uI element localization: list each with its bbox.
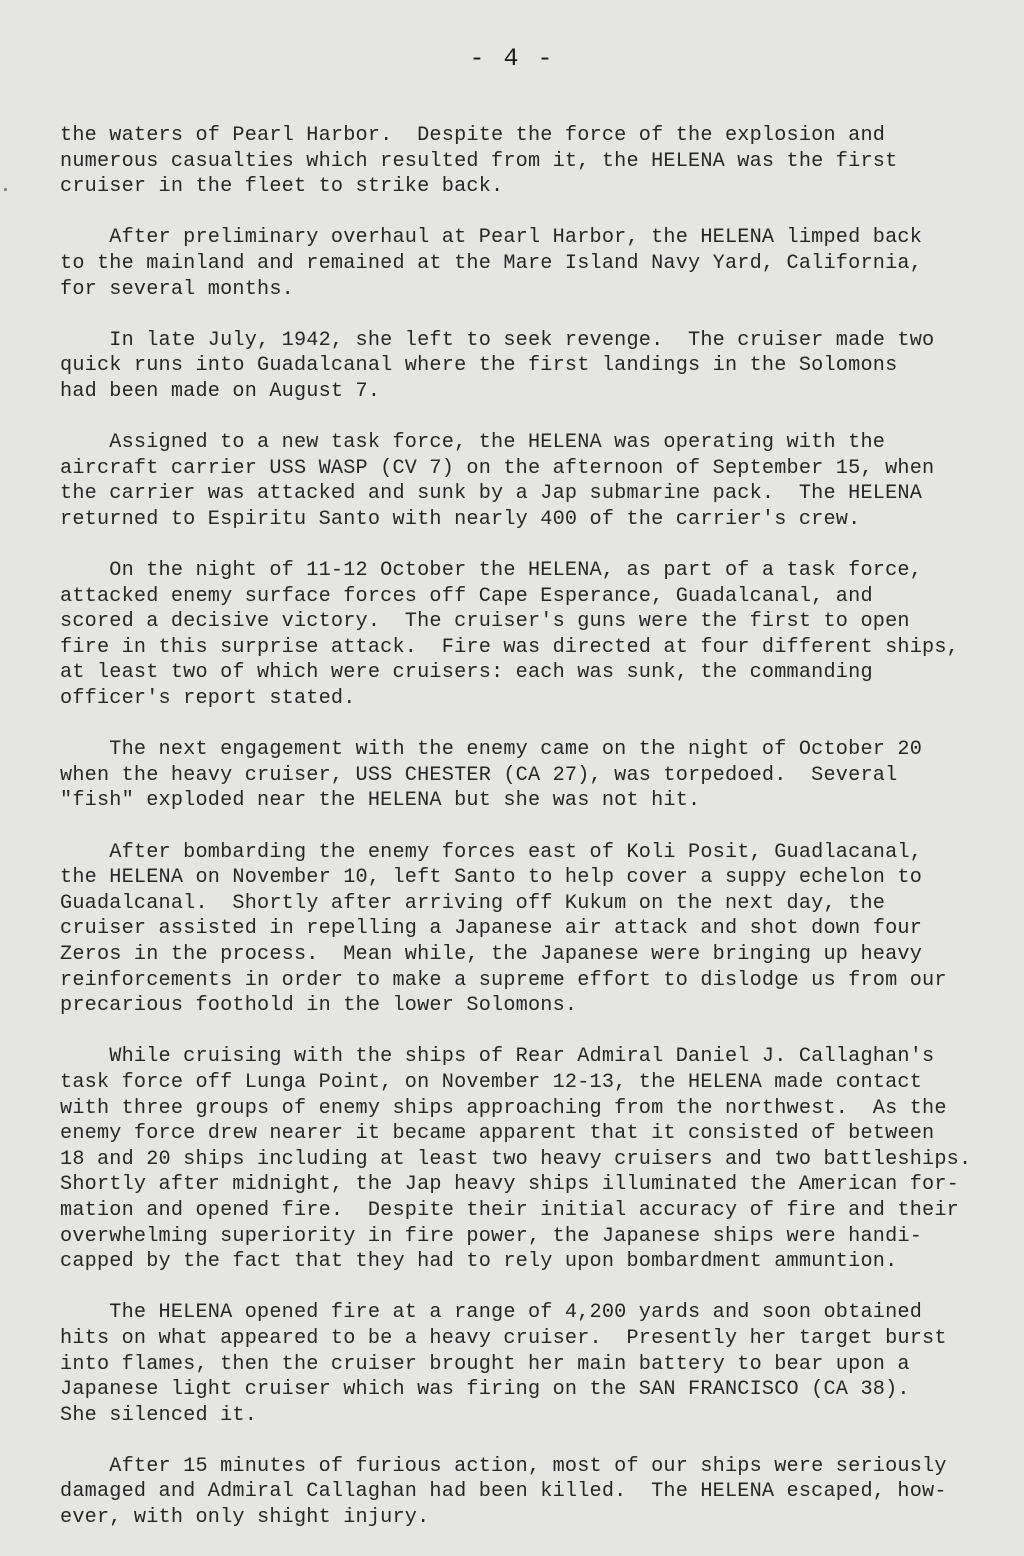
text-line: capped by the fact that they had to rely upon bombardment ammuntion.: [60, 1250, 898, 1274]
text-line: In late July, 1942, she left to seek revenge. The cruiser made two: [60, 328, 935, 352]
text-line: quick runs into Guadalcanal where the first landings in the Solomons: [60, 354, 898, 378]
text-line: attacked enemy surface forces off Cape Esperance, Guadalcanal, and: [60, 584, 873, 608]
text-line: to the mainland and remained at the Mare Island Navy Yard, California,: [60, 251, 923, 275]
paragraph: [60, 123, 1000, 200]
text-line: The HELENA opened fire at a range of 4,200 yards and soon obtained: [60, 1301, 923, 1325]
text-line: aircraft carrier USS WASP (CV 7) on the afternoon of September 15, when: [60, 456, 935, 480]
text-line: cruiser in the fleet to strike back.: [60, 175, 504, 199]
page-number: - 4 -: [469, 44, 555, 73]
margin-mark: [4, 188, 7, 191]
text-line: the waters of Pearl Harbor. Despite the force of the explosion and: [60, 124, 886, 147]
text-line: mation and opened fire. Despite their initial accuracy of fire and their: [60, 1198, 959, 1222]
text-line: The next engagement with the enemy came on the night of October 20: [60, 738, 923, 762]
text-line: when the heavy cruiser, USS CHESTER (CA 27), was torpedoed. Several: [60, 763, 898, 787]
document-body: [60, 123, 1000, 1556]
text-line: After 15 minutes of furious action, most of our ships were seriously: [60, 1454, 947, 1478]
text-line: Guadalcanal. Shortly after arriving off Kukum on the next day, the: [60, 891, 886, 915]
paragraph: [60, 737, 1000, 814]
paragraph: [60, 1044, 1000, 1274]
text-line: cruiser assisted in repelling a Japanese air attack and shot down four: [60, 917, 923, 941]
text-line: returned to Espiritu Santo with nearly 400 of the carrier's crew.: [60, 507, 861, 531]
text-line: fire in this surprise attack. Fire was directed at four different ships,: [60, 635, 959, 659]
text-line: with three groups of enemy ships approaching from the northwest. As the: [60, 1096, 947, 1120]
text-line: While cruising with the ships of Rear Admiral Daniel J. Callaghan's: [60, 1045, 935, 1069]
text-line: for several months.: [60, 277, 294, 301]
text-line: the carrier was attacked and sunk by a Jap submarine pack. The HELENA: [60, 482, 923, 506]
text-line: 18 and 20 ships including at least two heavy cruisers and two battleships.: [60, 1147, 972, 1171]
text-line: overwhelming superiority in fire power, the Japanese ships were handi-: [60, 1224, 923, 1248]
text-line: After preliminary overhaul at Pearl Harbor, the HELENA limped back: [60, 226, 923, 250]
text-line: Shortly after midnight, the Jap heavy ships illuminated the American for-: [60, 1173, 959, 1197]
text-line: enemy force drew nearer it became apparent that it consisted of between: [60, 1122, 935, 1146]
text-line: into flames, then the cruiser brought her main battery to bear upon a: [60, 1352, 910, 1376]
text-line: She silenced it.: [60, 1403, 258, 1427]
text-line: hits on what appeared to be a heavy cruiser. Presently her target burst: [60, 1326, 947, 1350]
paragraph: [60, 430, 1000, 532]
text-line: Assigned to a new task force, the HELENA was operating with the: [60, 431, 886, 455]
text-line: Zeros in the process. Mean while, the Japanese were bringing up heavy: [60, 943, 923, 966]
text-line: reinforcements in order to make a supreme effort to dislodge us from our: [60, 968, 947, 992]
paragraph: [60, 225, 1000, 302]
text-line: precarious foothold in the lower Solomons.: [60, 994, 578, 1018]
paragraph: [60, 558, 1000, 712]
text-line: After bombarding the enemy forces east of Koli Posit, Guadlacanal,: [60, 840, 923, 864]
text-line: scored a decisive victory. The cruiser's guns were the first to open: [60, 610, 910, 634]
text-line: at least two of which were cruisers: each was sunk, the commanding: [60, 661, 873, 685]
text-line: "fish" exploded near the HELENA but she was not hit.: [60, 789, 701, 813]
text-line: numerous casualties which resulted from it, the HELENA was the first: [60, 149, 898, 173]
text-line: ever, with only shight injury.: [60, 1506, 430, 1530]
text-line: the HELENA on November 10, left Santo to help cover a suppy echelon to: [60, 866, 923, 890]
text-line: Japanese light cruiser which was firing on the SAN FRANCISCO (CA 38).: [60, 1378, 910, 1402]
paragraph: [60, 1300, 1000, 1428]
text-line: task force off Lunga Point, on November 12-13, the HELENA made contact: [60, 1070, 923, 1094]
text-line: officer's report stated.: [60, 687, 356, 711]
text-line: had been made on August 7.: [60, 379, 381, 403]
text-line: On the night of 11-12 October the HELENA, as part of a task force,: [60, 559, 923, 583]
text-line: damaged and Admiral Callaghan had been killed. The HELENA escaped, how-: [60, 1480, 947, 1504]
paragraph: [60, 1454, 1000, 1531]
paragraph: [60, 840, 1000, 1019]
paragraph: [60, 328, 1000, 405]
